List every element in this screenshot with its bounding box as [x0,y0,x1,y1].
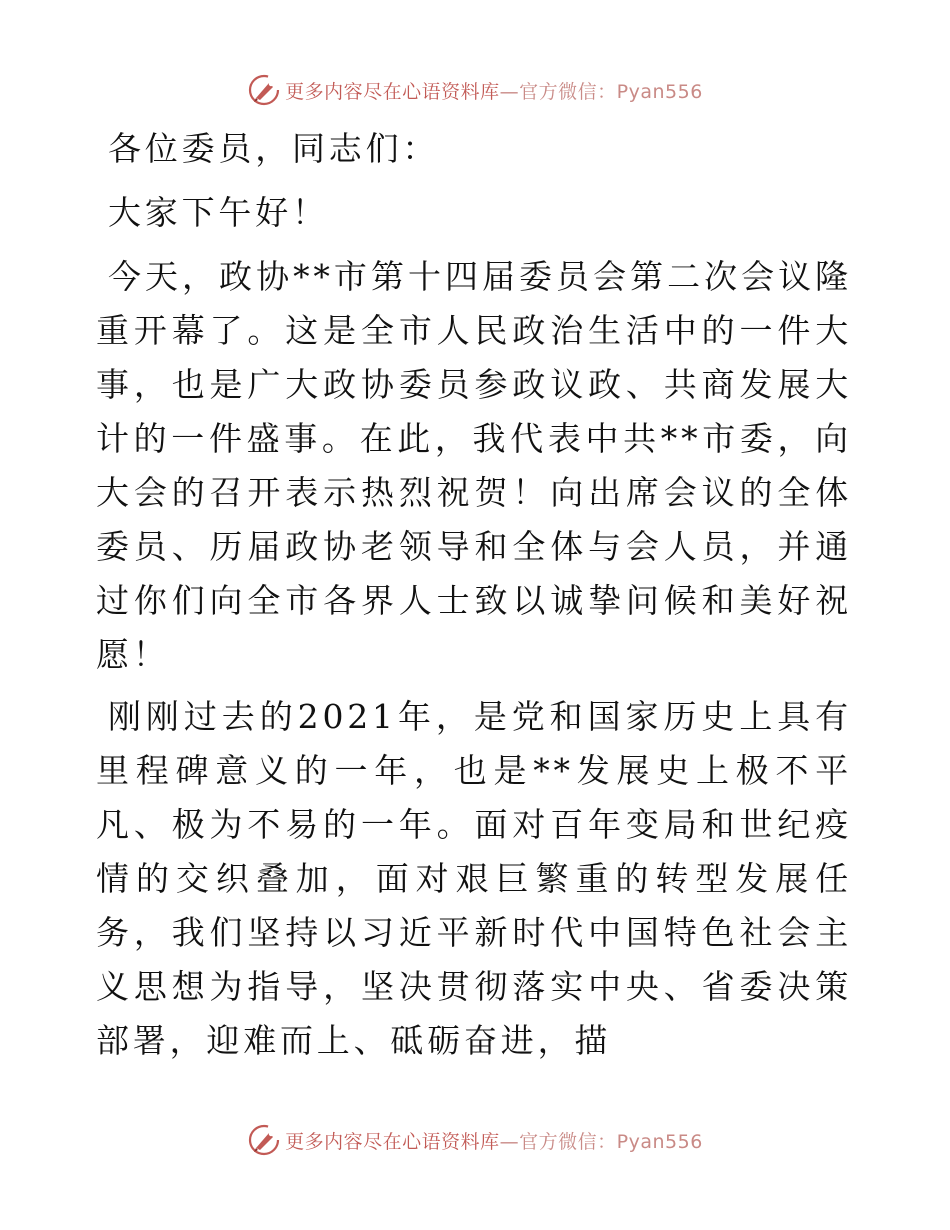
paragraph-review: 刚刚过去的2021年，是党和国家历史上具有里程碑意义的一年，也是**发展史上极不平凡、极为不易的一年。面对百年变局和世纪疫情的交织叠加，面对艰巨繁重的转型发展任务，我们坚持以习近平新时代中国特色社会主义思想为指导，坚决贯彻落实中央、省委决策部署，迎难而上、砥砺奋进，描 [96,697,852,1060]
watermark-brand: 更多内容尽在心语资料库 [285,1130,500,1153]
watermark-text [285,77,703,104]
watermark-text [285,1127,703,1154]
watermark-brand: 更多内容尽在心语资料库 [285,80,500,103]
document-body [96,122,852,1076]
watermark-dash: — [499,80,520,103]
watermark-contact: 官方微信：Pyan556 [519,1130,703,1153]
footer-watermark [0,1120,950,1160]
header-watermark [0,70,950,110]
watermark-dash: — [499,1130,520,1153]
pen-logo-icon [247,1123,281,1157]
greeting: 大家下午好！ [108,193,329,232]
paragraph-opening: 今天，政协**市第十四届委员会第二次会议隆重开幕了。这是全市人民政治生活中的一件大事，也是广大政协委员参政议政、共商发展大计的一件盛事。在此，我代表中共**市委，向大会的召开表示热烈祝贺！向出席会议的全体委员、历届政协老领导和全体与会人员，并通过你们向全市各界人士致以诚挚问候和美好祝愿！ [96,257,852,674]
watermark-contact: 官方微信：Pyan556 [519,80,703,103]
pen-logo-icon [247,73,281,107]
salutation: 各位委员，同志们： [108,129,440,168]
